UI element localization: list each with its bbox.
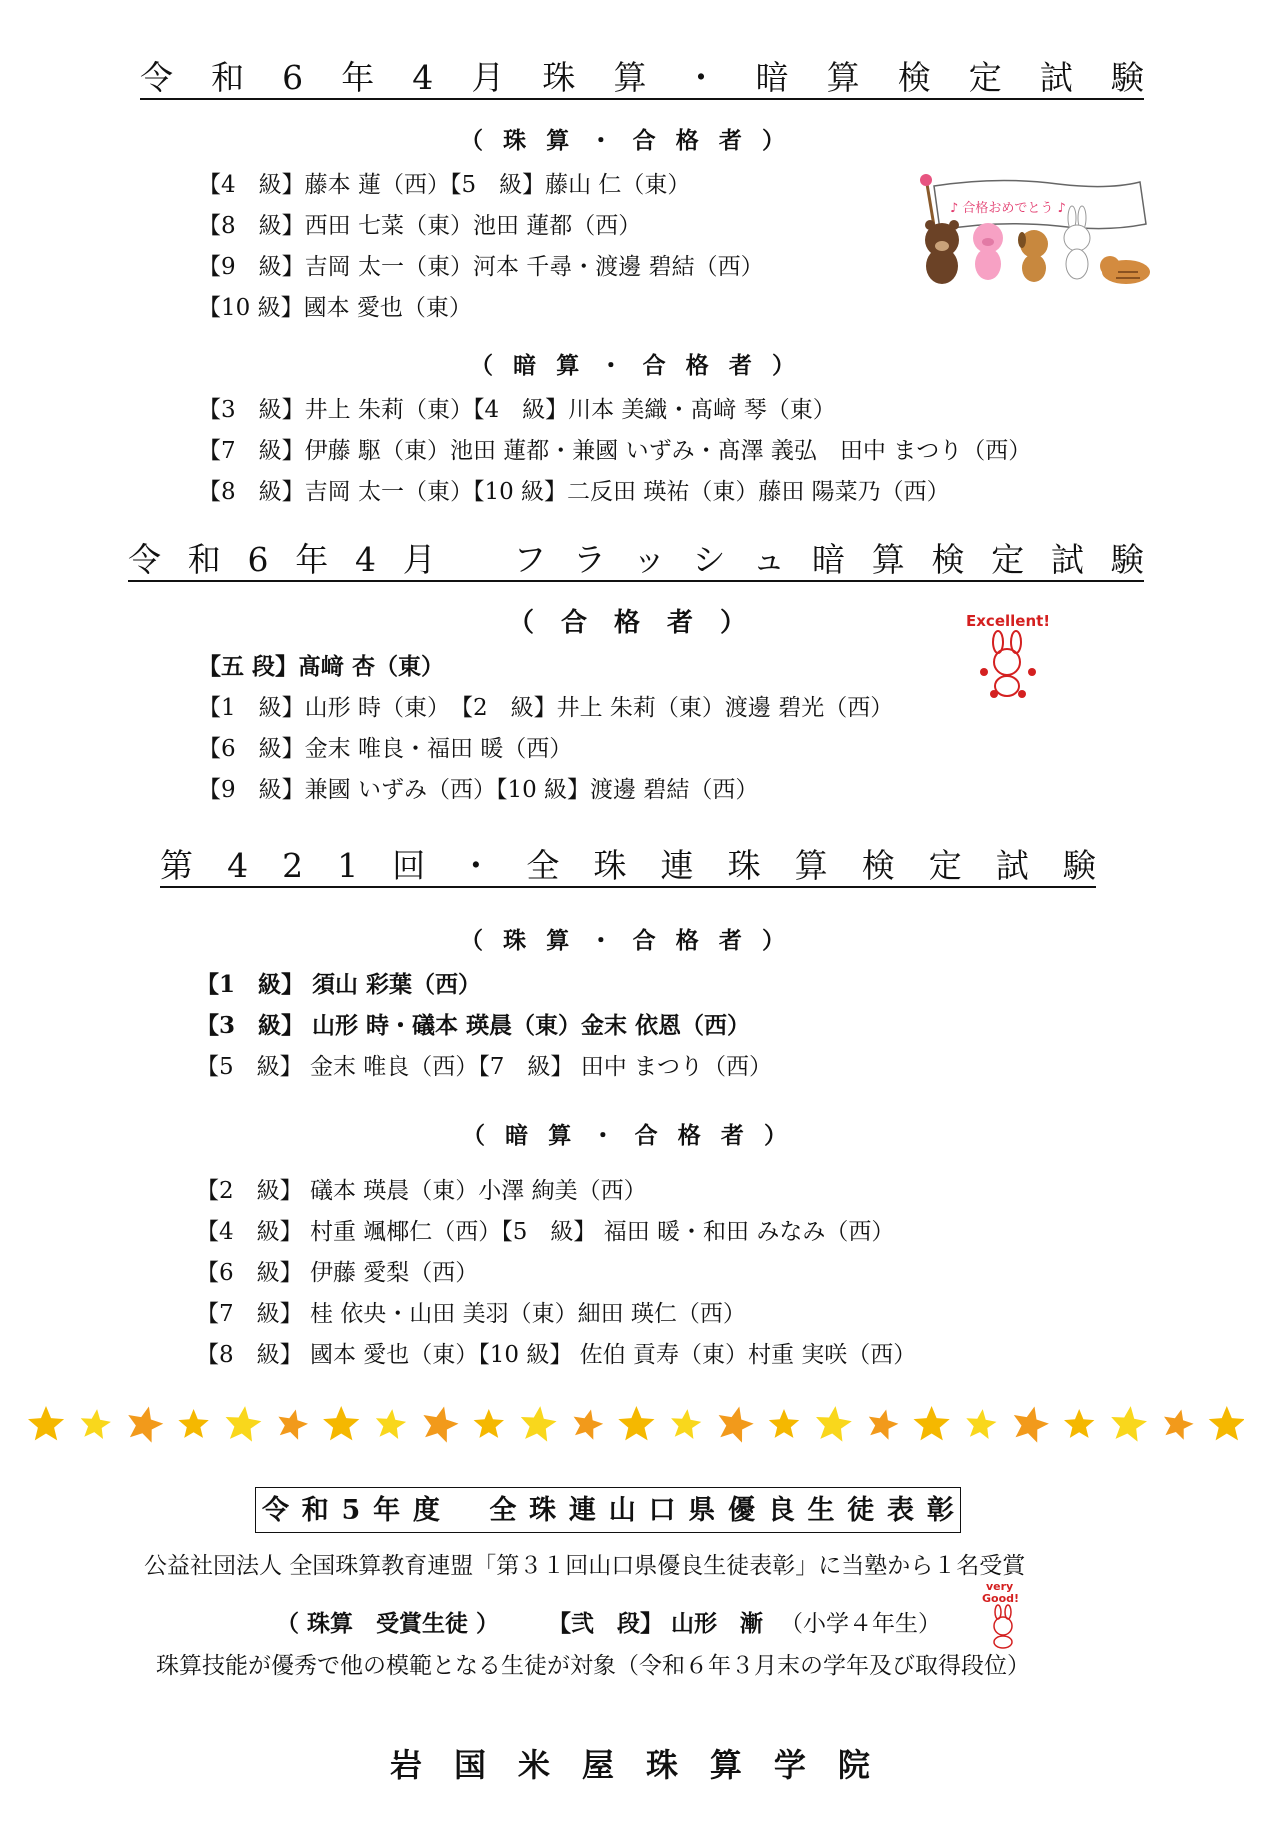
section1-anzan-header [470,347,795,380]
award-title-char: 徒 [847,1495,875,1526]
star-icon [376,1409,406,1439]
award-grade: （小学４年生） [780,1611,941,1637]
section2-header-char: 合 [560,608,587,638]
section2-title-char: 6 [247,540,269,579]
section3-title-char: 試 [995,846,1029,885]
section3-anzan-header-char: 合 [634,1122,658,1149]
section2-header-char: 格 [613,608,640,638]
award-title-char: 年 [373,1495,401,1526]
list-item: 【8 級】西田 七菜（東）池田 蓮都（西） [198,213,642,239]
section1-title-char: 年 [341,58,375,97]
section2-title [128,540,1144,582]
star-icon [1164,1410,1194,1440]
section1-title-char: 定 [968,58,1002,97]
award-criteria: 珠算技能が優秀で他の模範となる生徒が対象（令和６年３月末の学年及び取得段位） [156,1653,1030,1679]
award-recipient: 【弐 段】 山形 漸 [548,1610,764,1637]
section3-title-char: 珠 [727,846,761,885]
star-icon [869,1410,899,1440]
cat-icon [1100,256,1150,284]
star-icon [1014,1407,1049,1443]
section3-shuzan-header-char: 者 [718,927,742,954]
section3-anzan-header-char: 者 [720,1122,744,1149]
section3-anzan-header-char: 算 [548,1122,572,1149]
section3-shuzan-header-char: 合 [632,927,656,954]
star-icon [474,1409,504,1438]
excellent-sticker [960,610,1060,700]
list-item: 【2 級】 礒本 瑛晨（東）小澤 絢美（西） [196,1178,647,1204]
list-item: 【6 級】 伊藤 愛梨（西） [196,1260,479,1286]
school-name-char: 学 [773,1746,806,1784]
section2-title-char [463,540,487,580]
star-icon [278,1410,308,1440]
list-item: 【4 級】 村重 颯椰仁（西）【5 級】 福田 暖・和田 みなみ（西） [196,1219,895,1245]
bear-icon [925,220,959,284]
star-icon [574,1410,604,1440]
section1-title-char: 和 [211,58,245,97]
section1-shuzan-header-char: 算 [546,127,570,154]
section3-anzan-header [462,1117,787,1150]
school-name-char: 岩 [390,1746,423,1784]
sticker-text: Good! [982,1592,1020,1605]
section3-shuzan-header-char: 格 [675,927,699,954]
award-title-char: 表 [887,1495,915,1526]
section3-title-char: 検 [861,846,895,885]
section3-title-char: 1 [337,846,359,885]
section1-shuzan-header-char: （ [460,127,483,154]
very-good-sticker [972,1578,1036,1650]
section3-shuzan-header-char: 珠 [503,927,527,954]
section3-shuzan-header-char: （ [460,927,483,954]
award-title-char: 生 [807,1495,835,1526]
list-item: 【4 級】藤本 蓮（西）【5 級】藤山 仁（東） [198,172,691,198]
star-icon [816,1406,852,1442]
award-title-char: 令 [262,1495,289,1526]
section2-title-char: シ [692,540,726,579]
award-title-char: 山 [608,1495,636,1526]
section1-title-char: 月 [471,58,505,97]
section2-title-char: 暗 [812,540,845,579]
section1-anzan-header-char: 暗 [513,352,537,379]
section1-title-char: ・ [684,58,718,97]
section3-title-char: 全 [526,846,560,885]
section1-anzan-header-char: 格 [685,352,709,379]
section2-title-char: 和 [187,540,221,579]
star-icon [1111,1406,1147,1442]
section2-title-char: ッ [632,540,666,579]
section3-shuzan-header-char: 算 [546,927,570,954]
school-name-char: 国 [453,1746,486,1784]
award-title-char: 県 [688,1495,716,1526]
section2-title-char: 年 [295,540,329,579]
star-divider [28,1400,1244,1450]
list-item: 【8 級】吉岡 太一（東）【10 級】二反田 瑛祐（東）藤田 陽菜乃（西） [198,479,950,505]
star-icon [81,1409,111,1439]
section2-header-char: 者 [666,608,693,638]
award-title-char: 連 [568,1495,596,1526]
section1-shuzan-header-char: ・ [589,127,613,154]
section1-anzan-header-char: （ [470,352,493,379]
section3-shuzan-header [460,922,785,955]
section1-shuzan-header-char: 合 [632,127,656,154]
section3-title-char: 第 [160,846,193,885]
rabbit-icon [980,631,1036,698]
section2-title-char: 定 [991,540,1025,579]
section3-anzan-header-char: ・ [591,1122,615,1149]
section1-anzan-header-char: 合 [642,352,666,379]
section3-title-char: 4 [227,846,249,885]
school-name-char: 屋 [581,1746,614,1784]
section3-title-char: 回 [392,846,426,885]
star-icon [423,1407,458,1443]
section1-title-char: 4 [412,58,434,97]
award-title-char [453,1488,477,1532]
award-title-char: 口 [648,1495,676,1526]
section2-title-char: ラ [573,540,606,579]
section1-title [140,58,1144,100]
section1-shuzan-header-char: 者 [718,127,742,154]
award-title-char: 全 [489,1495,517,1526]
section2-title-char: ュ [752,540,786,579]
section2-header-char: （ [508,608,535,638]
list-item: 【9 級】兼國 いずみ（西）【10 級】渡邊 碧結（西） [198,777,759,803]
pig-icon [973,223,1003,280]
star-icon [618,1406,654,1440]
section2-title-char: 算 [871,540,905,579]
star-icon [1209,1406,1244,1440]
section3-title [160,846,1096,888]
banner-text: ♪ 合格おめでとう ♪ [950,201,1066,216]
section1-anzan-header-char: 算 [556,352,580,379]
list-item: 【5 級】 金末 唯良（西）【7 級】 田中 まつり（西） [196,1054,773,1080]
section3-anzan-header-char: ） [763,1122,787,1149]
section2-title-char: 令 [128,540,161,579]
award-title-char: 珠 [529,1495,557,1526]
star-icon [521,1406,557,1442]
school-name-char: 算 [709,1746,742,1784]
star-icon [226,1406,262,1442]
section2-title-char: フ [513,540,547,579]
star-icon [178,1409,208,1438]
list-item: 【3 級】 山形 時・礒本 瑛晨（東）金末 依恩（西） [196,1012,751,1039]
star-icon [323,1406,359,1440]
award-title-char: 5 [341,1495,361,1526]
rabbit-icon [994,1605,1012,1648]
award-title-char: 彰 [926,1495,954,1526]
list-item: 【五 段】髙﨑 杏（東） [198,653,445,680]
section3-title-char: 連 [660,846,694,885]
section1-title-char: 検 [897,58,931,97]
section1-shuzan-header-char: 珠 [503,127,527,154]
star-icon [966,1409,996,1439]
star-icon [128,1407,163,1443]
section3-title-char: ・ [459,846,493,885]
section1-shuzan-header-char: 格 [675,127,699,154]
school-name-char: 珠 [645,1746,678,1784]
sticker-text: Excellent! [966,612,1051,630]
award-description: 公益社団法人 全国珠算教育連盟「第３１回山口県優良生徒表彰」に当塾から１名受賞 [144,1553,1026,1579]
award-title-char: 和 [301,1495,329,1526]
section3-title-char: 験 [1062,846,1096,885]
section2-title-char: 検 [931,540,965,579]
section3-anzan-header-char: （ [462,1122,485,1149]
award-title-char: 度 [412,1495,440,1526]
star-icon [769,1409,799,1438]
section1-title-char: 算 [826,58,860,97]
section1-title-char: 暗 [755,58,789,97]
star-icon [719,1407,754,1443]
section1-shuzan-header-char: ） [761,127,785,154]
section1-title-char: 珠 [542,58,576,97]
award-category: （ 珠算 受賞生徒 ） [276,1610,500,1637]
section1-title-char: 験 [1110,58,1144,97]
section3-title-char: 2 [282,846,304,885]
star-icon [1064,1409,1094,1438]
school-name-char: 院 [837,1746,870,1784]
star-icon [671,1409,701,1439]
list-item: 【10 級】國本 愛也（東） [198,295,472,321]
section2-header-char: ） [719,608,746,638]
section1-anzan-header-char: 者 [728,352,752,379]
list-item: 【8 級】 國本 愛也（東）【10 級】 佐伯 貢寿（東）村重 実咲（西） [196,1342,917,1368]
section2-header [508,602,746,639]
school-name-char: 米 [517,1746,550,1784]
section2-title-char: 試 [1051,540,1084,579]
award-title-char: 優 [727,1495,755,1526]
section2-title-char: 4 [355,540,376,579]
section1-anzan-header-char: ） [771,352,795,379]
section3-anzan-header-char: 格 [677,1122,701,1149]
list-item: 【1 級】 須山 彩葉（西） [196,971,482,998]
section3-title-char: 算 [794,846,828,885]
section1-title-char: 6 [282,58,304,97]
flower-icon [920,174,932,186]
list-item: 【9 級】吉岡 太一（東）河本 千尋・渡邊 碧結（西） [198,254,764,280]
award-title-box [255,1487,961,1533]
list-item: 【6 級】金末 唯良・福田 暖（西） [198,736,573,762]
section3-title-char: 珠 [593,846,627,885]
section3-title-char: 定 [928,846,962,885]
section2-title-char: 月 [402,540,436,579]
dog-icon [1018,230,1048,282]
list-item: 【1 級】山形 時（東） 【2 級】井上 朱莉（東）渡邊 碧光（西） [198,695,894,721]
star-icon [914,1406,950,1440]
section1-shuzan-header [460,122,785,155]
section2-title-char: 験 [1110,540,1144,579]
section1-title-char: 試 [1039,58,1073,97]
section1-title-char: 令 [140,58,173,97]
celebration-animals-illustration [918,168,1154,288]
section3-shuzan-header-char: ・ [589,927,613,954]
list-item: 【7 級】伊藤 駆（東）池田 蓮都・兼國 いずみ・髙澤 義弘 田中 まつり（西） [198,438,1032,464]
section3-shuzan-header-char: ） [761,927,785,954]
school-name [390,1740,870,1786]
list-item: 【3 級】井上 朱莉（東）【4 級】川本 美織・髙﨑 琴（東） [198,397,836,423]
sticker-text: very [986,1580,1014,1593]
section1-title-char: 算 [613,58,647,97]
award-title-char: 良 [767,1495,795,1526]
section1-anzan-header-char: ・ [599,352,623,379]
list-item: 【7 級】 桂 依央・山田 美羽（東）細田 瑛仁（西） [196,1301,746,1327]
star-icon [28,1406,64,1440]
section3-anzan-header-char: 暗 [505,1122,529,1149]
